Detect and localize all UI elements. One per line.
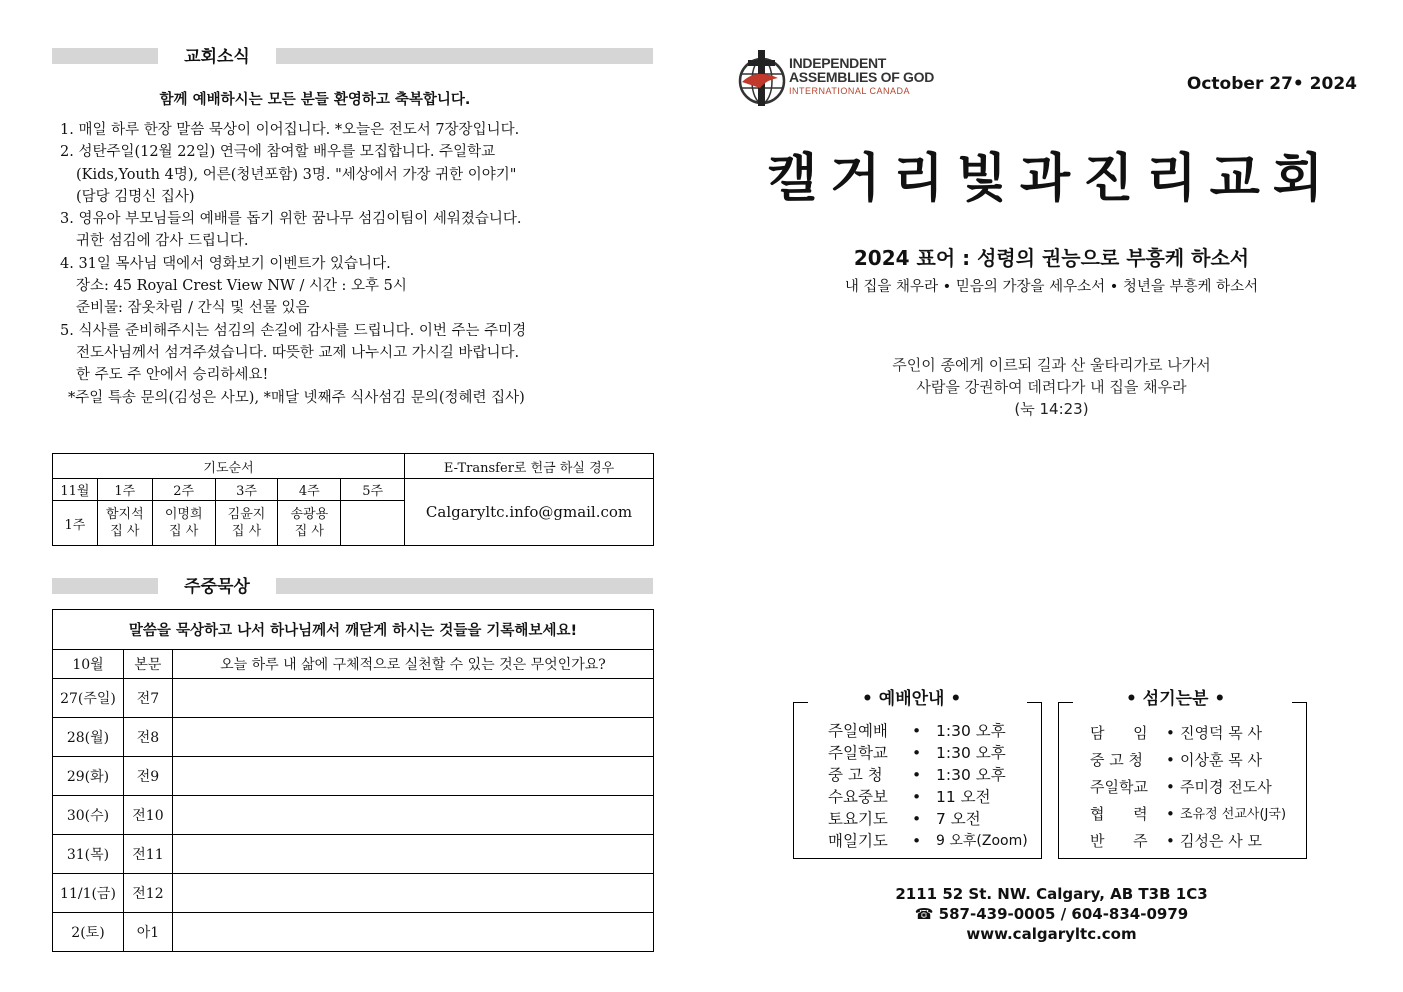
- meditation-table: [52, 609, 654, 952]
- day-cell: 11/1(금): [53, 874, 124, 913]
- note-cell[interactable]: [172, 718, 653, 757]
- news-line: 준비물: 잠옷차림 / 간식 및 선물 있음: [76, 300, 310, 317]
- week-header: 2주: [152, 479, 215, 501]
- note-cell[interactable]: [172, 913, 653, 952]
- church-address-block: [700, 884, 1403, 944]
- passage-cell: 전10: [123, 796, 172, 835]
- prayer-order-header: 기도순서: [53, 454, 405, 479]
- header-bar-left: [52, 48, 158, 64]
- globe-cross-logo-icon: [738, 48, 790, 108]
- bulletin-date: October 27• 2024: [1186, 74, 1357, 94]
- scripture-verse: 주인이 종에게 이르되 길과 산 울타리가로 나가서 사람을 강권하여 데려다가 내 집을 채우라 (눅 14:23): [892, 356, 1211, 418]
- row-label: 1주: [53, 501, 98, 546]
- note-cell[interactable]: [172, 835, 653, 874]
- week-header: 1주: [97, 479, 152, 501]
- prayer-person: 함지석 집 사: [97, 501, 152, 546]
- news-line: (Kids,Youth 4명), 어른(청년포함) 3명. "세상에서 가장 귀한 이야기": [76, 166, 517, 183]
- passage-cell: 전12: [123, 874, 172, 913]
- etransfer-header: E-Transfer로 헌금 하실 경우: [405, 454, 654, 479]
- website-link[interactable]: www.calgaryltc.com: [966, 925, 1137, 943]
- note-cell[interactable]: [172, 757, 653, 796]
- prayer-person: 김윤지 집 사: [215, 501, 278, 546]
- note-cell[interactable]: [172, 796, 653, 835]
- note-cell[interactable]: [172, 874, 653, 913]
- news-section-header: [52, 46, 653, 67]
- header-bar-left: [52, 578, 158, 594]
- news-section-title: 교회소식: [184, 47, 250, 67]
- servants-list: 담 임 • 진영덕 목 사 중 고 청 • 이상훈 목 사 주일학교 • 주미경 전도사 협 력 • 조유정 선교사(J국) 반 주 • 김성은 사 모: [1090, 724, 1287, 850]
- news-list: [60, 119, 660, 409]
- annual-motto: 2024 표어 : 성령의 권능으로 부흥케 하소서: [853, 246, 1250, 270]
- note-cell[interactable]: [172, 679, 653, 718]
- worship-schedule: 주일예배 • 1:30 오후 주일학교 • 1:30 오후 중 고 청 • 1:30 오후 수요중보 • 11 오전 토요기도 • 7 오전 매일기도 • 9 오후(Zoom): [828, 722, 1028, 850]
- news-line: 1. 매일 하루 한장 말씀 묵상이 이어집니다. *오늘은 전도서 7장장입니다.: [60, 122, 520, 138]
- passage-cell: 전8: [123, 718, 172, 757]
- etransfer-email[interactable]: Calgaryltc.info@gmail.com: [405, 479, 654, 546]
- passage-cell: 전11: [123, 835, 172, 874]
- meditation-instruction: 말씀을 묵상하고 나서 하나님께서 깨닫게 하시는 것들을 기록해보세요!: [53, 610, 654, 650]
- news-line: 한 주도 주 안에서 승리하세요!: [76, 367, 269, 384]
- day-cell: 31(목): [53, 835, 124, 874]
- servants-title: • 섬기는분 •: [1126, 689, 1226, 709]
- news-line: 4. 31일 목사님 댁에서 영화보기 이벤트가 있습니다.: [60, 255, 391, 272]
- passage-cell: 전9: [123, 757, 172, 796]
- prayer-person: 이명희 집 사: [152, 501, 215, 546]
- news-line: 장소: 45 Royal Crest View NW / 시간 : 오후 5시: [76, 278, 407, 295]
- news-line: 3. 영유아 부모님들의 예배를 돕기 위한 꿈나무 섬김이팀이 세워졌습니다.: [60, 211, 522, 228]
- header-bar-right: [276, 48, 653, 64]
- header-bar-right: [276, 578, 653, 594]
- passage-cell: 전7: [123, 679, 172, 718]
- week-header: 3주: [215, 479, 278, 501]
- news-line: 귀한 섬김에 감사 드립니다.: [76, 233, 249, 250]
- day-cell: 2(토): [53, 913, 124, 952]
- street-address: 2111 52 St. NW. Calgary, AB T3B 1C3: [895, 885, 1208, 903]
- day-cell: 27(주일): [53, 679, 124, 718]
- prayer-person: [341, 501, 405, 546]
- meditation-section-title: 주중묵상: [184, 577, 250, 597]
- passage-cell: 아1: [123, 913, 172, 952]
- prayer-person: 송광용 집 사: [278, 501, 341, 546]
- day-cell: 30(수): [53, 796, 124, 835]
- meditation-section-header: [52, 576, 653, 597]
- phone-numbers: ☎ 587-439-0005 / 604-834-0979: [914, 905, 1189, 923]
- worship-info-title: • 예배안내 •: [862, 689, 962, 709]
- week-header: 5주: [341, 479, 405, 501]
- col-passage: 본문: [123, 650, 172, 679]
- news-line: 2. 성탄주일(12월 22일) 연극에 참여할 배우를 모집합니다. 주일학교: [60, 144, 496, 161]
- month-cell: 11월: [53, 479, 98, 501]
- sub-motto: 내 집을 채우라 • 믿음의 가장을 세우소서 • 청년을 부흥케 하소서: [844, 279, 1259, 295]
- welcome-message: 함께 예배하시는 모든 분들 환영하고 축복합니다.: [159, 92, 471, 108]
- news-line: (담당 김명신 집사): [76, 188, 195, 205]
- news-line: *주일 특송 문의(김성은 사모), *매달 넷째주 식사섬김 문의(정혜련 집사): [68, 389, 525, 406]
- news-line: 5. 식사를 준비해주시는 섬김의 손길에 감사를 드립니다. 이번 주는 주미경: [60, 322, 527, 339]
- news-line: 전도사님께서 섬겨주셨습니다. 따뜻한 교제 나누시고 가시길 바랍니다.: [76, 344, 520, 361]
- church-name: 캘거리빛과진리교회: [766, 149, 1337, 209]
- day-cell: 29(화): [53, 757, 124, 796]
- col-question: 오늘 하루 내 삶에 구체적으로 실천할 수 있는 것은 무엇인가요?: [172, 650, 653, 679]
- organization-logo-text: INDEPENDENT ASSEMBLIES OF GOD INTERNATIONAL CANADA: [789, 55, 935, 96]
- col-month: 10월: [53, 650, 124, 679]
- day-cell: 28(월): [53, 718, 124, 757]
- prayer-order-table: [52, 453, 654, 546]
- week-header: 4주: [278, 479, 341, 501]
